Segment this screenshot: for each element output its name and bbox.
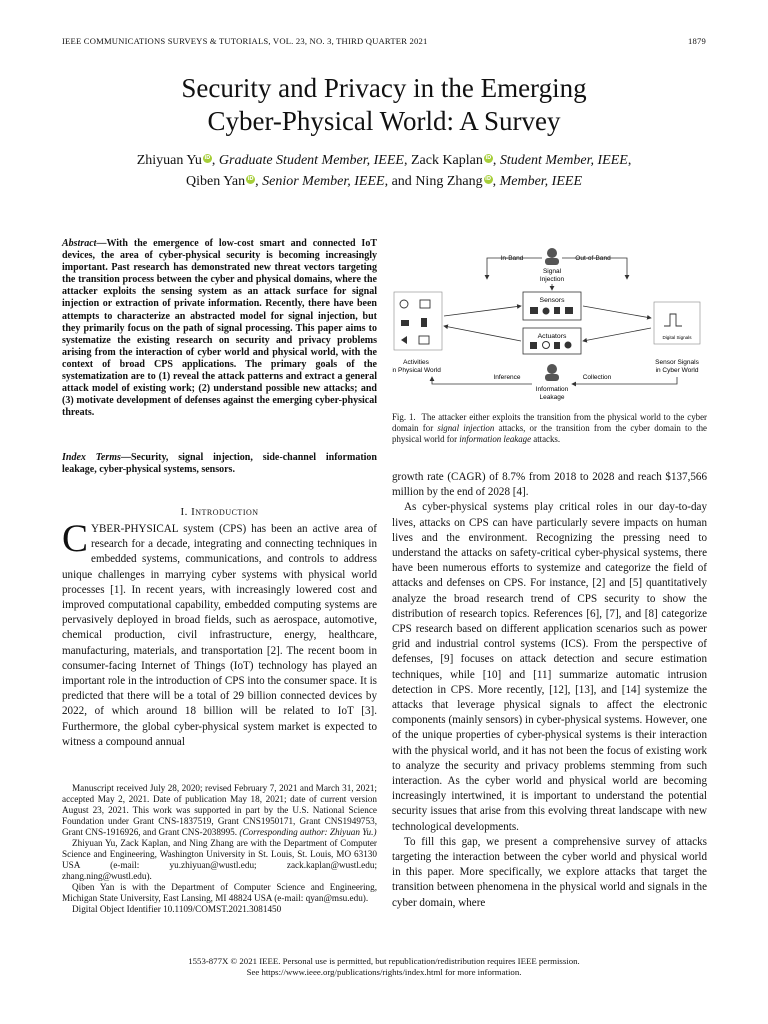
- svg-text:in Physical World: in Physical World: [392, 367, 441, 374]
- inference-label: Inference: [493, 374, 521, 381]
- drop-cap: C: [62, 517, 89, 560]
- sensors-box: [523, 292, 581, 320]
- author-name: Ning Zhang: [415, 174, 483, 189]
- footnotes: [62, 783, 377, 915]
- abstract-text: —With the emergence of low-cost smart and connected IoT devices, the area of cyber-physical security is becoming increasingly important. Past research has demonstrated new threat vectors targeting the transition process between the cyber and physical domains, where the attacker exploits the sensing system as an attack surface for signal injection or extraction of private information. Recently, there have been attempts to characterize an abstracted model for signal injection, but they primarily focus on the path of signal processing. This paper aims to systematize the existing research on security and privacy problems arising from the interaction of cyber world and physical world, with the context of broad CPS applications. The primary goals of the systematization are to (1) reveal the attack patterns and extract a general attack model of existing work; (2) understand possible new attacks; and (3) motivate development of defenses against the emerging cyber-physical threats.: [62, 238, 377, 419]
- author-role: Graduate Student Member, IEEE: [218, 153, 404, 168]
- signal-injection-label: Signal: [542, 268, 562, 275]
- author-list: Zhiyuan Yu iD , Graduate Student Member, IEEE, Zack Kaplan iD , Student Member, IEEE, Qiben Yan iD , Senior Member, IEEE, and Ning Zhang iD , Member, IEEE: [136, 153, 632, 189]
- digital-signals-icon: [654, 302, 700, 344]
- figure-1: [392, 244, 707, 404]
- paragraph: growth rate (CAGR) of 8.7% from 2018 to 2028 and reach $137,566 million by the end of 2028 [4].: [392, 471, 707, 499]
- index-terms: [62, 452, 377, 476]
- author-role: Member, IEEE: [499, 174, 582, 189]
- svg-text:Leakage: Leakage: [539, 394, 565, 401]
- permissions-link[interactable]: See https://www.ieee.org/publications/rights/index.html for more information.: [246, 967, 522, 977]
- activities-label: Activities: [403, 359, 429, 366]
- author-role: Student Member, IEEE: [499, 153, 628, 168]
- intro-text: system (CPS) has been an active area of research for a decade, integrating and connecting techniques in embedded systems, communications, and controls to address unique challenges in marrying cyber systems with physical world processes [1]. In recent years, with increasingly lowered cost and improved computational capability, embedded computing systems are pervasively deployed in broad fields, such as aerospace, automotive, chemical production, civil infrastructure, energy, healthcare, manufacturing, materials, and transportation [2]. The recent boom in consumer-facing Internet of Things (IoT) technology has played an important role in the introduction of CPS into the consumer space. It is predicted that there will be a total of 29 billion connected devices by 2022, of which around 18 billion will be related to IoT [3]. Furthermore, the global cyber-physical system market is expected to witness a compound annual: [62, 523, 377, 748]
- orcid-icon[interactable]: iD: [485, 176, 492, 182]
- page-number: 1879: [688, 36, 706, 46]
- title-line-1: Security and Privacy in the Emerging: [181, 73, 587, 103]
- paper-title: [0, 72, 768, 138]
- svg-text:Injection: Injection: [539, 276, 565, 283]
- svg-text:in Cyber World: in Cyber World: [655, 367, 699, 374]
- orcid-icon[interactable]: iD: [247, 176, 254, 182]
- attacker-icon: [545, 248, 559, 265]
- author-name: Zack Kaplan: [410, 153, 483, 168]
- section-heading: I. Introduction: [180, 506, 259, 518]
- running-header: [62, 36, 706, 46]
- paragraph: As cyber-physical systems play critical roles in our day-to-day lives, attacks on CPS can have particularly severe impacts on human lives and the environment. Recognizing the pressing need to understand the attacks on safety-critical cyber-physical systems, there have been numerous efforts to systemize and categorize the field of attacks and defenses on CPS. For instance, [2] and [5] quantitatively analyze the broad research trend of CPS security to show the distribution of research topics. References [6], [7], and [8] categorize CPS research based on different application scenarios such as power grid and industrial control systems (ICS). From the perspective of defenses, [9] focuses on attack detection and secure estimation techniques, while [10] and [11] summarize automatic intrusion detection in CPS. More recently, [12], [13], and [14] systemize the attacks that leverage physical signals to affect the electronic components (mainly sensors) in cyber-physical systems. However, one of the unique properties of cyber-physical systems is their interaction with the physical world, and it has not been the focus of existing work to analyze the security and privacy problems stemming from such interaction. As the cyber world and physical world are becoming increasingly intertwined, it is important to understand the potential security issues that arise from this evolving threat landscape with new technological developments.: [392, 501, 707, 833]
- title-line-2: Cyber-Physical World: A Survey: [207, 106, 561, 136]
- footnote-corresponding: (Corresponding author: Zhiyuan Yu.): [239, 827, 377, 837]
- index-terms-text: —Security, signal injection, side-channel information leakage, cyber-physical systems, sensors.: [62, 452, 377, 476]
- physical-world-icons: [394, 292, 442, 350]
- author-conjunction: and: [391, 174, 412, 189]
- out-of-band-label: Out-of-Band: [575, 255, 611, 262]
- footnote-affiliation: Qiben Yan is with the Department of Computer Science and Engineering, Michigan State University, East Lansing, MI 48824 USA (e-mail: qyan@msu.edu).: [62, 882, 377, 903]
- journal-name: IEEE COMMUNICATIONS SURVEYS & TUTORIALS, VOL. 23, NO. 3, THIRD QUARTER 2021: [62, 36, 428, 46]
- svg-text:Sensors: Sensors: [539, 297, 565, 304]
- sensor-signals-label: Sensor Signals: [655, 359, 699, 366]
- abstract: [62, 238, 377, 419]
- svg-text:Digital Signals: Digital Signals: [662, 335, 692, 340]
- abstract-label: Abstract: [62, 238, 97, 249]
- caption-label: Fig. 1.: [392, 412, 416, 422]
- author-name: Zhiyuan Yu: [136, 153, 202, 168]
- paragraph: To fill this gap, we present a comprehensive survey of attacks targeting the interaction between the cyber world and physical world in this paper. More specifically, we explore attacks that target the transition between phenomena in the physical world and signals in the cyber domain, where: [392, 835, 707, 909]
- intro-body: [62, 517, 377, 750]
- orcid-icon[interactable]: iD: [204, 155, 211, 161]
- footnote-affiliation: Zhiyuan Yu, Zack Kaplan, and Ning Zhang are with the Department of Computer Science and Engineering, Washington University in St. Louis, St. Louis, MO 63130 USA (e-mail: yu.zhiyuan@wustl.edu; zack.kaplan@wustl.edu; zhang.ning@wustl.edu).: [62, 838, 377, 881]
- footnote-doi: Digital Object Identifier 10.1109/COMST.2021.3081450: [72, 904, 282, 914]
- index-terms-label: Index Terms: [62, 452, 121, 463]
- svg-text:Actuators: Actuators: [537, 333, 567, 340]
- right-column-body: [392, 470, 707, 911]
- orcid-icon[interactable]: iD: [485, 155, 492, 161]
- figure-caption: Fig. 1. The attacker either exploits the transition from the physical world to the cyber domain for signal injection attacks, or the transition from the cyber domain to the physical world for information leakage attacks.: [392, 412, 707, 444]
- in-band-label: In-Band: [500, 255, 524, 262]
- information-leakage-label: Information: [535, 386, 569, 393]
- eavesdropper-icon: [545, 364, 559, 381]
- footnote-received: Manuscript received July 28, 2020; revised February 7, 2021 and March 31, 2021; accepted May 2, 2021. Date of publication May 18, 2021; date of current version August 23, 2021. This work was supported in part by the U.S. National Science Foundation under Grant CNS-1837519, Grant CNS1950171, Grant CNS1949753, Grant CNS-1916926, and Grant CNS-2038995.: [62, 783, 377, 837]
- copyright-line: 1553-877X © 2021 IEEE. Personal use is permitted, but republication/redistribution requires IEEE permission.: [188, 956, 580, 966]
- actuators-box: [523, 328, 581, 354]
- copyright-footer: [0, 956, 768, 978]
- author-role: Senior Member, IEEE: [262, 174, 385, 189]
- intro-first-word: YBER-PHYSICAL: [91, 523, 179, 535]
- author-name: Qiben Yan: [186, 174, 246, 189]
- collection-label: Collection: [582, 374, 612, 381]
